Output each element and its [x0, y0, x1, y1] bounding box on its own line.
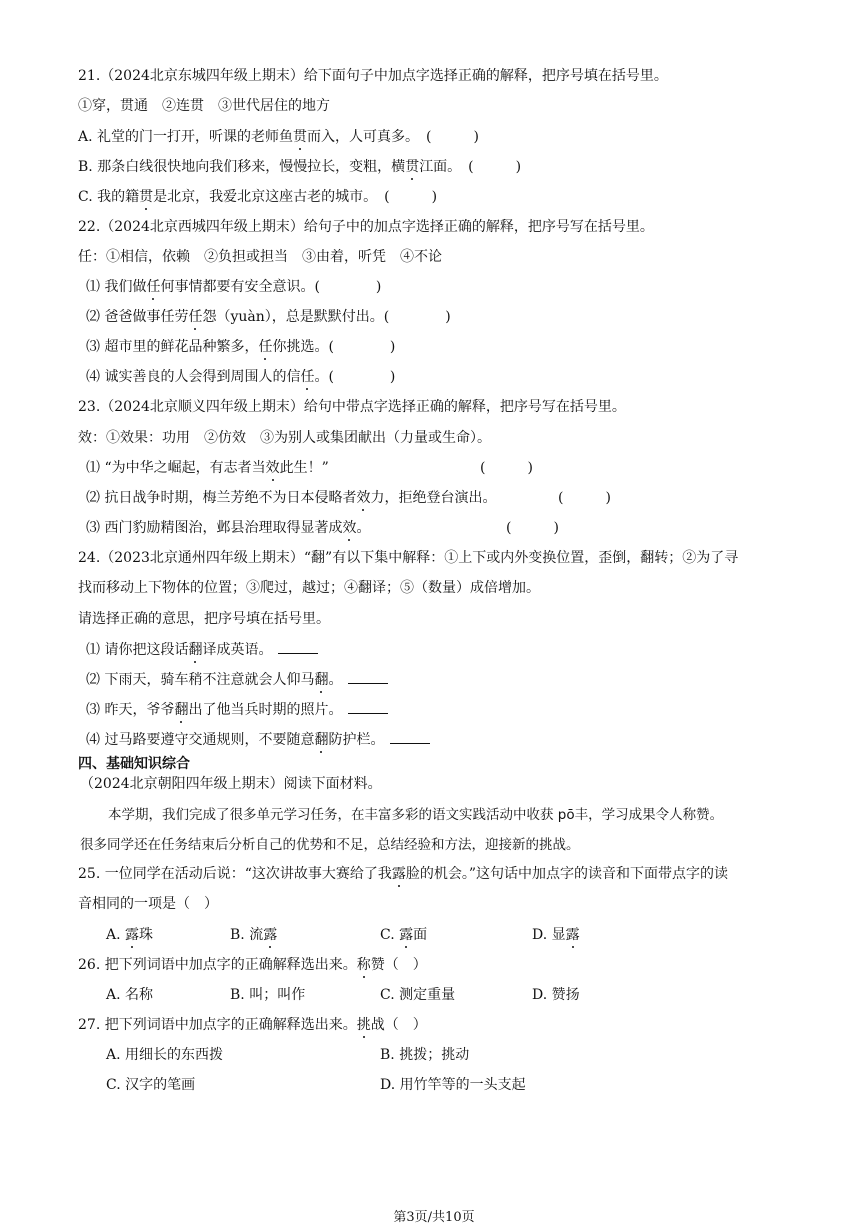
question-24-item-4 [86, 729, 430, 749]
q25-stem2-text: 音相同的一项是（ ） [78, 896, 218, 912]
q25-option-c[interactable] [380, 925, 427, 945]
question-24-stem1-text: 24.（2023北京通州四年级上期末）“翻”有以下集中解释：①上下或内外变换位置，歪倒，翻转；②为了寻 [78, 550, 739, 566]
q26-option-b[interactable]: B. 叫；叫作 [230, 987, 306, 1003]
question-24-item-1 [86, 639, 318, 659]
q22-2-post: 怨（yuàn），总是默默付出。( ) [202, 309, 451, 325]
q25-stem-post: 脸的机会。”这句话中加点字的读音和下面带点字的读 [405, 866, 729, 882]
q25-option-b[interactable] [230, 925, 277, 945]
q24-4-answer-blank[interactable] [390, 729, 430, 744]
q25-c-pre: C. [380, 927, 400, 943]
question-21-stem [78, 66, 668, 86]
section-4-source-text: （2024北京朝阳四年级上期末）阅读下面材料。 [80, 776, 382, 792]
q21-b-pre: B. 那条白线很快地向我们移来，慢慢拉长，变粗，横 [78, 159, 406, 175]
page-footer: 第3页/共10页 [393, 1210, 475, 1225]
q23-2-dotted-char: 效 [356, 490, 371, 506]
section-4-heading-text: 四、基础知识综合 [78, 756, 190, 772]
question-22-item-4 [86, 367, 395, 387]
question-23-item-3 [86, 518, 370, 538]
q27-option-b[interactable]: B. 挑拨；挑动 [380, 1047, 470, 1063]
q22-3-pre: ⑶ 超市里的鲜花品种繁多， [86, 339, 259, 355]
q25-c-dotted-char: 露 [399, 927, 414, 943]
q22-2-pre: ⑵ 爸爸做事任劳 [86, 309, 189, 325]
question-24-stem2-text: 找而移动上下物体的位置；③爬过，越过；④翻译；⑤（数量）成倍增加。 [78, 580, 540, 596]
question-21-options [78, 96, 330, 116]
question-21-item-a [78, 127, 479, 147]
q25-d-dotted-char: 露 [565, 927, 580, 943]
question-21-item-b [78, 157, 521, 177]
q23-1-post: 此生！” [279, 460, 329, 476]
question-23-item-2 [86, 488, 496, 508]
section-4-source [80, 774, 382, 794]
q23-2-pre: ⑵ 抗日战争时期，梅兰芳绝不为日本侵略者 [86, 490, 357, 506]
q24-1-pre: ⑴ 请你把这段话 [86, 642, 189, 658]
q25-option-a[interactable] [106, 925, 153, 945]
q25-a-post: 珠 [139, 927, 154, 943]
q23-1-pre: ⑴ “为中华之崛起，有志者当 [86, 460, 266, 476]
q24-3-answer-blank[interactable] [348, 699, 388, 714]
q21-a-post: 而入，人可真多。 ( ) [307, 129, 479, 145]
q22-1-dotted-char: 任 [146, 279, 161, 295]
q25-d-pre: D. 显 [532, 927, 566, 943]
q24-3-post: 出了他当兵时期的照片。 [188, 702, 343, 718]
q23-3-dotted-char: 效 [342, 520, 357, 536]
question-23-options-text: 效：①效果：功用 ②仿效 ③为别人或集团献出（力量或生命）。 [78, 430, 491, 446]
passage-line-1-text: 本学期，我们完成了很多单元学习任务，在丰富多彩的语文实践活动中收获 pō丰，学习成果令人称赞。 [108, 807, 724, 823]
question-24-instruction [78, 609, 330, 629]
q24-2-dotted-char: 翻 [314, 672, 329, 688]
q22-4-pre: ⑷ 诚实善良的人会得到周围人的信 [86, 369, 301, 385]
q25-b-pre: B. 流 [230, 927, 264, 943]
q24-1-answer-blank[interactable] [278, 639, 318, 654]
q22-4-dotted-char: 任 [300, 369, 315, 385]
passage-line-1 [108, 805, 723, 825]
q22-1-post: 何事情都要有安全意识。( ) [160, 279, 382, 295]
q24-4-pre: ⑷ 过马路要遵守交通规则，不要随意 [86, 732, 315, 748]
q26-option-d[interactable]: D. 赞扬 [532, 987, 580, 1003]
question-23-stem-text: 23.（2024北京顺义四年级上期末）给句中带点字选择正确的解释，把序号写在括号里。 [78, 399, 626, 415]
question-22-options-text: 任：①相信，依赖 ②负担或担当 ③由着，听凭 ④不论 [78, 249, 442, 265]
q25-c-post: 面 [413, 927, 428, 943]
q23-2-post: 力，拒绝登台演出。 [370, 490, 497, 506]
q23-3-paren [506, 518, 559, 538]
q24-3-pre: ⑶ 昨天，爷爷 [86, 702, 175, 718]
q26-option-a[interactable]: A. 名称 [106, 987, 154, 1003]
q26-stem-post: 赞（ ） [370, 957, 427, 973]
question-25-stem-line2 [78, 894, 218, 914]
q23-1-paren-text: ( ) [480, 460, 533, 476]
q26-stem-pre: 26. 把下列词语中加点字的正确解释选出来。 [78, 957, 357, 973]
q25-a-dotted-char: 露 [125, 927, 140, 943]
q23-2-paren [558, 488, 611, 508]
q25-a-pre: A. [106, 927, 126, 943]
question-23-item-1 [86, 458, 329, 478]
question-22-options [78, 247, 442, 267]
q23-3-post: 。 [356, 520, 371, 536]
question-22-stem-text: 22.（2024北京西城四年级上期末）给句子中的加点字选择正确的解释，把序号写在括号里。 [78, 219, 654, 235]
question-21-item-c [78, 187, 437, 207]
passage-line-2 [80, 835, 580, 855]
q24-1-post: 译成英语。 [202, 642, 273, 658]
question-21-stem-text: 21.（2024北京东城四年级上期末）给下面句子中加点字选择正确的解释，把序号填在括号里。 [78, 68, 668, 84]
q24-4-dotted-char: 翻 [314, 732, 329, 748]
q23-2-paren-text: ( ) [558, 490, 611, 506]
section-4-heading [78, 754, 190, 774]
question-22-stem [78, 217, 654, 237]
q23-1-dotted-char: 效 [265, 460, 280, 476]
question-24-stem-line2 [78, 578, 540, 598]
q23-1-paren [480, 458, 533, 478]
question-24-item-2 [86, 669, 388, 689]
q27-option-a[interactable]: A. 用细长的东西拨 [106, 1047, 224, 1063]
q27-option-d[interactable]: D. 用竹竿等的一头支起 [380, 1077, 526, 1093]
q24-2-pre: ⑵ 下雨天，骑车稍不注意就会人仰马 [86, 672, 315, 688]
q21-b-post: 江面。 ( ) [419, 159, 522, 175]
question-24-item-3 [86, 699, 388, 719]
question-23-stem [78, 397, 626, 417]
q22-1-pre: ⑴ 我们做 [86, 279, 147, 295]
q21-a-dotted-char: 贯 [293, 129, 308, 145]
q23-3-pre: ⑶ 西门豹励精图治，邺县治理取得显著成 [86, 520, 343, 536]
q24-2-post: 。 [328, 672, 343, 688]
q26-option-c[interactable]: C. 测定重量 [380, 987, 456, 1003]
q25-b-dotted-char: 露 [263, 927, 278, 943]
question-24-stem-line1 [78, 548, 738, 568]
q27-stem-pre: 27. 把下列词语中加点字的正确解释选出来。 [78, 1017, 357, 1033]
question-26-stem [78, 955, 427, 975]
question-24-instruction-text: 请选择正确的意思，把序号填在括号里。 [78, 611, 330, 627]
question-21-options-text: ①穿，贯通 ②连贯 ③世代居住的地方 [78, 98, 330, 114]
q22-3-dotted-char: 任 [258, 339, 273, 355]
q21-c-pre: C. 我的籍 [78, 189, 140, 205]
q23-3-paren-text: ( ) [506, 520, 559, 536]
question-25-stem-line1 [78, 864, 728, 884]
q24-1-dotted-char: 翻 [188, 642, 203, 658]
question-23-options [78, 428, 491, 448]
question-22-item-3 [86, 337, 395, 357]
q21-b-dotted-char: 贯 [405, 159, 420, 175]
q22-2-dotted-char: 任 [188, 309, 203, 325]
q26-stem-dotted-char: 称 [356, 957, 371, 973]
q25-stem-pre: 25. 一位同学在活动后说：“这次讲故事大赛给了我 [78, 866, 392, 882]
q21-a-pre: A. 礼堂的门一打开，听课的老师鱼 [78, 129, 294, 145]
question-22-item-2 [86, 307, 451, 327]
q24-4-post: 防护栏。 [328, 732, 385, 748]
passage-line-2-text: 很多同学还在任务结束后分析自己的优势和不足，总结经验和方法，迎接新的挑战。 [80, 837, 580, 853]
q24-3-dotted-char: 翻 [174, 702, 189, 718]
q21-c-post: 是北京，我爱北京这座古老的城市。 ( ) [153, 189, 438, 205]
question-22-item-1 [86, 277, 381, 297]
q21-c-dotted-char: 贯 [139, 189, 154, 205]
q27-stem-post: 战（ ） [370, 1017, 427, 1033]
q27-stem-dotted-char: 挑 [356, 1017, 371, 1033]
question-27-stem [78, 1015, 427, 1035]
q27-option-c[interactable]: C. 汉字的笔画 [106, 1077, 196, 1093]
q24-2-answer-blank[interactable] [348, 669, 388, 684]
q25-option-d[interactable] [532, 925, 580, 945]
q25-stem-dotted-char: 露 [391, 866, 406, 882]
q22-4-post: 。( ) [314, 369, 396, 385]
q22-3-post: 你挑选。( ) [272, 339, 396, 355]
